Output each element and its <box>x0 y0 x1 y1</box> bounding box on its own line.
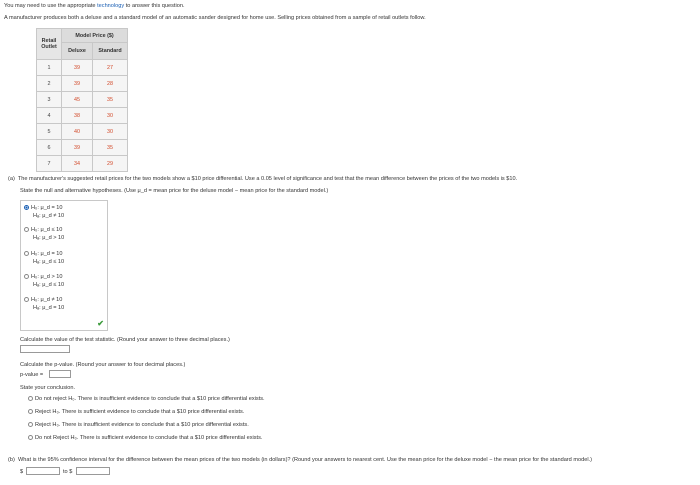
test-stat-prompt: Calculate the value of the test statistic. (Round your answer to three decimal places.) <box>20 337 230 343</box>
test-stat-input[interactable] <box>20 345 70 353</box>
outlet-cell: 5 <box>37 124 62 140</box>
hypothesis-option-5[interactable] <box>24 296 64 312</box>
radio-icon[interactable] <box>24 297 29 302</box>
radio-icon[interactable] <box>28 422 33 427</box>
table-row <box>37 76 128 92</box>
hypothesis-option-4[interactable] <box>24 273 64 289</box>
deluxe-cell: 34 <box>62 156 93 172</box>
outlet-cell: 2 <box>37 76 62 92</box>
h0-text: H₀: μ_d ≠ 10 <box>31 297 63 303</box>
deluxe-cell: 38 <box>62 108 93 124</box>
deluxe-cell: 45 <box>62 92 93 108</box>
technology-link[interactable]: technology <box>97 3 125 9</box>
deluxe-cell: 39 <box>62 60 93 76</box>
hypothesis-option-3[interactable] <box>24 250 64 266</box>
standard-cell: 29 <box>93 156 128 172</box>
ha-text: Hₐ: μ_d > 10 <box>33 235 65 241</box>
ha-text: Hₐ: μ_d ≤ 10 <box>33 282 65 288</box>
ci-lower-input[interactable] <box>26 467 60 475</box>
ha-text: Hₐ: μ_d ≠ 10 <box>33 213 65 219</box>
conclusion-text: Do not reject H₀. There is insufficient evidence to conclude that a $10 price differential exists. <box>35 396 265 402</box>
table-row <box>37 92 128 108</box>
radio-icon[interactable] <box>28 409 33 414</box>
part-a-text: The manufacturer's suggested retail prices for the two models show a $10 price differential. Use a 0.05 level of significance and test that the mean difference between the prices of the two models is $10. <box>17 176 518 182</box>
hypothesis-option-1[interactable] <box>24 204 64 220</box>
standard-cell: 30 <box>93 124 128 140</box>
h0-text: H₀: μ_d > 10 <box>31 274 63 280</box>
table-row <box>37 108 128 124</box>
ci-upper-input[interactable] <box>76 467 110 475</box>
part-a-question <box>8 176 517 182</box>
outlet-cell: 1 <box>37 60 62 76</box>
col-header-standard: Standard <box>93 43 128 60</box>
col-header-retail-outlet: Retail Outlet <box>37 29 62 60</box>
conclusion-text: Do not Reject H₀. There is sufficient evidence to conclude that a $10 price differential exists. <box>35 435 263 441</box>
part-a-label: (a) <box>8 176 15 182</box>
conclusion-text: Reject H₀. There is sufficient evidence to conclude that a $10 price differential exists. <box>35 409 245 415</box>
conclusion-prompt: State your conclusion. <box>20 385 76 391</box>
deluxe-cell: 39 <box>62 76 93 92</box>
hypotheses-prompt: State the null and alternative hypotheses. (Use μ_d = mean price for the deluxe model − mean price for the standard model.) <box>20 188 329 194</box>
deluxe-cell: 39 <box>62 140 93 156</box>
instruction-prefix: You may need to use the appropriate <box>4 3 96 9</box>
outlet-cell: 3 <box>37 92 62 108</box>
part-b-label: (b) <box>8 457 15 463</box>
standard-cell: 27 <box>93 60 128 76</box>
hypotheses-choice-box <box>20 200 108 331</box>
radio-icon[interactable] <box>24 251 29 256</box>
standard-cell: 28 <box>93 76 128 92</box>
outlet-cell: 4 <box>37 108 62 124</box>
conclusion-text: Reject H₀. There is insufficient evidence to conclude that a $10 price differential exists. <box>35 422 249 428</box>
pvalue-label: p-value = <box>20 372 44 378</box>
hypothesis-option-2[interactable] <box>24 226 64 242</box>
table-row <box>37 140 128 156</box>
correct-check-icon: ✔ <box>97 319 104 328</box>
price-table <box>36 28 128 172</box>
h0-text: H₀: μ_d ≤ 10 <box>31 227 63 233</box>
part-b-question <box>8 457 592 463</box>
part-b-text: What is the 95% confidence interval for the difference between the mean prices of the two models (in dollars)? (Round your answers to nearest cent. Use the mean price for the deluxe model − the mean price for the standard model.) <box>17 457 592 463</box>
pvalue-input[interactable] <box>49 370 71 378</box>
ha-text: Hₐ: μ_d = 10 <box>33 305 65 311</box>
pvalue-prompt: Calculate the p-value. (Round your answer to four decimal places.) <box>20 362 186 368</box>
standard-cell: 35 <box>93 92 128 108</box>
conclusion-option-3[interactable] <box>28 422 249 428</box>
table-row <box>37 156 128 172</box>
dollar-sign: $ <box>20 469 24 475</box>
table-row <box>37 60 128 76</box>
table-body <box>37 60 128 172</box>
deluxe-cell: 40 <box>62 124 93 140</box>
conclusion-option-2[interactable] <box>28 409 244 415</box>
conclusion-option-1[interactable] <box>28 396 265 402</box>
standard-cell: 35 <box>93 140 128 156</box>
ha-text: Hₐ: μ_d ≤ 10 <box>33 259 65 265</box>
radio-icon[interactable] <box>28 396 33 401</box>
h0-text: H₀: μ_d = 10 <box>31 205 63 211</box>
to-label: to $ <box>63 469 73 475</box>
col-header-deluxe: Deluxe <box>62 43 93 60</box>
table-row <box>37 124 128 140</box>
outlet-cell: 7 <box>37 156 62 172</box>
radio-icon[interactable] <box>24 274 29 279</box>
conclusion-option-4[interactable] <box>28 435 262 441</box>
radio-icon[interactable] <box>24 227 29 232</box>
radio-selected-icon[interactable] <box>24 205 29 210</box>
instruction-suffix: to answer this question. <box>125 3 185 9</box>
outlet-cell: 6 <box>37 140 62 156</box>
instruction-line <box>4 3 185 9</box>
standard-cell: 30 <box>93 108 128 124</box>
intro-text: A manufacturer produces both a deluxe and a standard model of an automatic sander designed for home use. Selling prices obtained from a sample of retail outlets follow. <box>4 15 426 21</box>
h0-text: H₀: μ_d = 10 <box>31 251 63 257</box>
radio-icon[interactable] <box>28 435 33 440</box>
col-header-model-price: Model Price ($) <box>62 29 128 43</box>
